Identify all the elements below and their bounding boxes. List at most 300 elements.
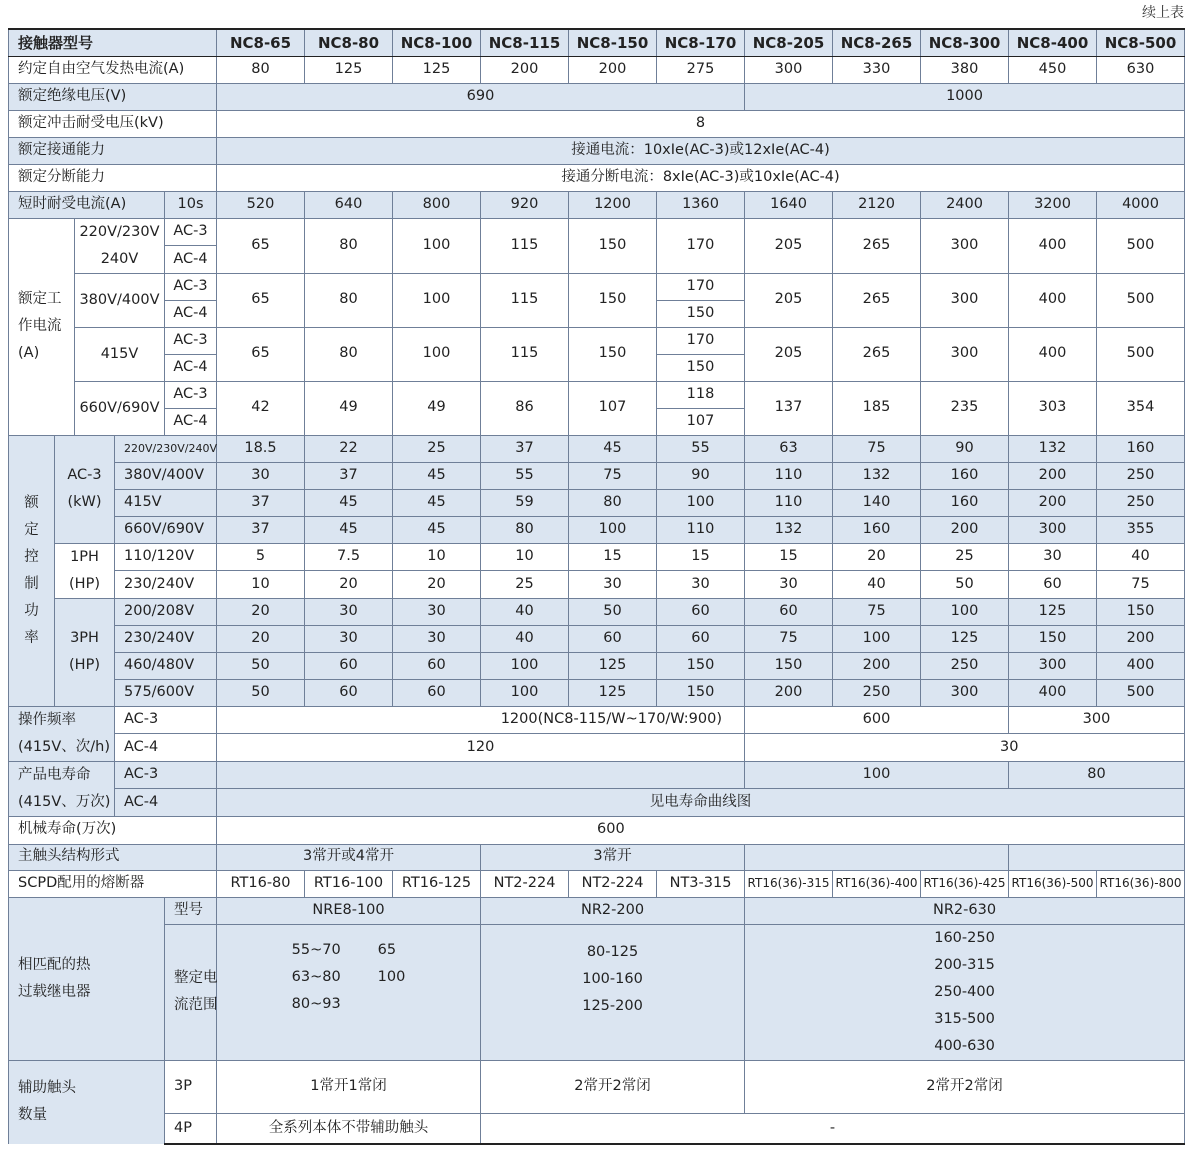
group-line: 3PH <box>70 630 99 646</box>
current-row-ac3 <box>9 218 1185 246</box>
value-cell: 265 <box>833 218 921 273</box>
range-value: 200-315 <box>934 956 995 973</box>
header-row <box>9 29 1185 56</box>
row-label: 额定冲击耐受电压(kV) <box>9 110 217 137</box>
value-cell: 140 <box>833 489 921 516</box>
value-cell: 63 <box>745 435 833 462</box>
row-label: 额定分断能力 <box>9 164 217 191</box>
value-cell: 125 <box>393 56 481 83</box>
value-cell: NT2-224 <box>481 870 569 897</box>
range-value: 63~80 <box>291 968 341 985</box>
value-cell: 2120 <box>833 191 921 218</box>
value-cell <box>217 761 745 789</box>
value-cell: RT16(36)-425 <box>921 870 1009 897</box>
breaking-row <box>9 164 1185 191</box>
current-label-line: 作电流 <box>18 318 62 334</box>
value-cell: 125 <box>569 679 657 706</box>
value-cell: 15 <box>569 543 657 571</box>
current-label-line: 额定工 <box>18 291 62 307</box>
value-cell: 150 <box>569 327 657 381</box>
value-cell: 300 <box>921 218 1009 273</box>
value-cell: RT16(36)-500 <box>1009 870 1097 897</box>
sub-label: 型号 <box>165 897 217 924</box>
value-cell: 49 <box>393 381 481 435</box>
value-cell: 132 <box>833 462 921 489</box>
value-cell: 50 <box>921 571 1009 599</box>
power-1ph-row <box>9 543 1185 571</box>
value-cell: 100 <box>393 218 481 273</box>
value-cell: 15 <box>745 543 833 571</box>
category-label: AC-4 <box>165 354 217 381</box>
value-cell: 3常开 <box>481 844 745 870</box>
sub-label <box>165 924 217 1060</box>
value-cell: 30 <box>1009 543 1097 571</box>
voltage-line: 240V <box>100 250 139 267</box>
value-cell: 55 <box>481 462 569 489</box>
value-cell: 10 <box>393 543 481 571</box>
value-cell: - <box>481 1113 1185 1144</box>
value-cell: 400 <box>1009 218 1097 273</box>
value-cell: 250 <box>833 679 921 706</box>
value-cell: 380 <box>921 56 1009 83</box>
aux-label <box>9 1060 165 1144</box>
value-cell: 120 <box>217 734 745 762</box>
value-cell: 10 <box>217 571 305 599</box>
value-cell: 20 <box>833 543 921 571</box>
voltage-line: 220V/230V <box>79 223 160 240</box>
value-cell: NRE8-100 <box>217 897 481 924</box>
value-cell: 30 <box>745 571 833 599</box>
sub-label: 4P <box>165 1113 217 1144</box>
value-cell: 60 <box>1009 571 1097 599</box>
value-cell: 60 <box>657 625 745 652</box>
voltage-label: 460/480V <box>115 652 217 679</box>
life-label <box>9 761 115 816</box>
value-cell: 2400 <box>921 191 1009 218</box>
group-line: (HP) <box>69 575 100 592</box>
value-cell: 170 <box>657 218 745 273</box>
value-cell: 500 <box>1097 273 1185 327</box>
value-cell: 100 <box>569 516 657 543</box>
voltage-label: 660V/690V <box>115 516 217 543</box>
value-cell: 1640 <box>745 191 833 218</box>
voltage-label: 575/600V <box>115 679 217 706</box>
power-1ph-row <box>9 571 1185 599</box>
range-value: 55~70 <box>291 941 341 958</box>
shorttime-row <box>9 191 1185 218</box>
group-line: (kW) <box>67 494 102 510</box>
range-value: 80~93 <box>291 995 341 1012</box>
value-cell: 150 <box>745 652 833 679</box>
value-cell: NT2-224 <box>569 870 657 897</box>
value-cell: 115 <box>481 273 569 327</box>
value-cell: 18.5 <box>217 435 305 462</box>
value-cell: 400 <box>1009 327 1097 381</box>
value-cell: 300 <box>1009 706 1185 734</box>
label-line: (415V、次/h) <box>18 738 110 755</box>
value-cell: 30 <box>217 462 305 489</box>
value-cell: 5 <box>217 543 305 571</box>
power-label-char: 额 <box>24 494 39 511</box>
power-ac3-row <box>9 489 1185 516</box>
value-cell: 300 <box>921 327 1009 381</box>
value-cell: 7.5 <box>305 543 393 571</box>
value-cell: 160 <box>921 489 1009 516</box>
value-cell: RT16(36)-400 <box>833 870 921 897</box>
value-cell: 160 <box>1097 435 1185 462</box>
value-cell: 250 <box>921 652 1009 679</box>
value-cell: 920 <box>481 191 569 218</box>
range-value: 80-125 <box>586 943 639 960</box>
value-cell: 200 <box>1009 462 1097 489</box>
value-cell: 400 <box>1009 679 1097 706</box>
value-cell: 60 <box>393 679 481 706</box>
value-cell: 80 <box>481 516 569 543</box>
label-line: 辅助触头 <box>18 1080 76 1097</box>
value-cell: 265 <box>833 327 921 381</box>
value-cell: 107 <box>657 408 745 435</box>
value-cell: 20 <box>393 571 481 599</box>
aux-3p-row <box>9 1060 1185 1113</box>
value-cell: 30 <box>393 625 481 652</box>
current-label-line: (A) <box>18 345 40 361</box>
group-line: (HP) <box>69 657 100 673</box>
value-cell: 30 <box>393 598 481 625</box>
value-cell: 125 <box>1009 598 1097 625</box>
power-3ph-row <box>9 652 1185 679</box>
category-label: AC-3 <box>165 273 217 300</box>
value-cell: 15 <box>657 543 745 571</box>
value-cell: 600 <box>745 706 1009 734</box>
value-cell: 205 <box>745 218 833 273</box>
value-cell: RT16(36)-315 <box>745 870 833 897</box>
value-cell: 20 <box>305 571 393 599</box>
value-cell: 600 <box>217 816 1185 844</box>
value-cell: 3200 <box>1009 191 1097 218</box>
power-label-char: 定 <box>24 521 39 538</box>
relay-range-row <box>9 924 1185 1060</box>
value-cell: 800 <box>393 191 481 218</box>
value-cell: 150 <box>1097 598 1185 625</box>
value-cell: 49 <box>305 381 393 435</box>
value-cell: 65 <box>217 273 305 327</box>
row-label: 机械寿命(万次) <box>9 816 217 844</box>
value-cell: 205 <box>745 273 833 327</box>
range-value: 250-400 <box>934 983 995 1000</box>
category-label: AC-3 <box>165 218 217 246</box>
value-cell: 150 <box>657 652 745 679</box>
label-line: 数量 <box>18 1107 47 1124</box>
value-cell: 60 <box>569 625 657 652</box>
voltage-label: 220V/230V/240V <box>115 435 217 462</box>
life-ac4-row <box>9 789 1185 817</box>
row-label: 额定绝缘电压(V) <box>9 83 217 110</box>
value-cell: 300 <box>921 273 1009 327</box>
category-label: AC-3 <box>115 761 217 789</box>
value-cell: 37 <box>217 516 305 543</box>
value-cell: 500 <box>1097 218 1185 273</box>
value-cell: 1000 <box>745 83 1185 110</box>
row-label: 约定自由空气发热电流(A) <box>9 56 217 83</box>
value-cell: 303 <box>1009 381 1097 435</box>
current-row-ac3 <box>9 327 1185 354</box>
value-cell: 65 <box>217 218 305 273</box>
label-line: (415V、万次) <box>18 793 111 810</box>
voltage-label <box>75 327 165 381</box>
structure-row <box>9 844 1185 870</box>
value-cell: 80 <box>305 273 393 327</box>
value-cell: 80 <box>305 218 393 273</box>
value-cell: 200 <box>481 56 569 83</box>
header-label: 接触器型号 <box>9 29 217 56</box>
value-cell: 65 <box>217 327 305 381</box>
value-cell: 137 <box>745 381 833 435</box>
value-cell: 40 <box>833 571 921 599</box>
value-cell: 45 <box>393 489 481 516</box>
value-cell: 1常开1常闭 <box>217 1060 481 1113</box>
range-value: 315-500 <box>934 1010 995 1027</box>
value-cell: 25 <box>393 435 481 462</box>
value-cell: 1200 <box>569 191 657 218</box>
power-label-char: 控 <box>24 548 39 565</box>
range-value: 160-250 <box>934 929 995 946</box>
voltage-line: 660V/690V <box>79 399 160 416</box>
value-cell: 400 <box>1097 652 1185 679</box>
value-cell: 150 <box>569 273 657 327</box>
voltage-line: 415V <box>100 345 139 362</box>
value-cell: 60 <box>745 598 833 625</box>
value-cell: 250 <box>1097 462 1185 489</box>
value-cell: 235 <box>921 381 1009 435</box>
value-cell: 30 <box>657 571 745 599</box>
voltage-label: 200/208V <box>115 598 217 625</box>
relay-label <box>9 897 165 1060</box>
group-line: AC-3 <box>67 467 102 483</box>
value-cell: 200 <box>1009 489 1097 516</box>
value-cell: 10 <box>481 543 569 571</box>
value-cell: 200 <box>745 679 833 706</box>
frequency-ac3-row <box>9 706 1185 734</box>
range-value: 100-160 <box>582 970 643 987</box>
value-cell: 100 <box>481 652 569 679</box>
row-label: 额定接通能力 <box>9 137 217 164</box>
value-cell: RT16(36)-800 <box>1097 870 1185 897</box>
model-header: NC8-80 <box>305 29 393 56</box>
value-cell: 45 <box>305 489 393 516</box>
ph3-label <box>55 598 115 706</box>
label-line: 过载继电器 <box>18 983 91 1000</box>
range-value: 65 <box>377 941 397 958</box>
value-cell: 8 <box>217 110 1185 137</box>
voltage-label: 110/120V <box>115 543 217 571</box>
value-cell: 100 <box>745 761 1009 789</box>
value-cell: 42 <box>217 381 305 435</box>
category-label: AC-3 <box>115 706 217 734</box>
power-3ph-row <box>9 679 1185 706</box>
value-cell: 59 <box>481 489 569 516</box>
label-line: 相匹配的热 <box>18 956 91 973</box>
mech-row <box>9 816 1185 844</box>
value-cell: 45 <box>393 516 481 543</box>
value-cell: NT3-315 <box>657 870 745 897</box>
value-cell: 80 <box>569 489 657 516</box>
voltage-line: 380V/400V <box>79 291 160 308</box>
value-cell: 50 <box>217 652 305 679</box>
range-value: 125-200 <box>582 997 643 1014</box>
value-cell: 接通电流：10xIe(AC-3)或12xIe(AC-4) <box>217 137 1185 164</box>
category-label: AC-3 <box>165 327 217 354</box>
range-value: 400-630 <box>934 1037 995 1054</box>
value-cell <box>745 844 1009 870</box>
voltage-label: 415V <box>115 489 217 516</box>
frequency-label <box>9 706 115 761</box>
value-cell: 86 <box>481 381 569 435</box>
value-cell: 全系列本体不带辅助触头 <box>217 1113 481 1144</box>
voltage-label <box>75 381 165 435</box>
model-header: NC8-170 <box>657 29 745 56</box>
value-cell: 90 <box>657 462 745 489</box>
model-header: NC8-500 <box>1097 29 1185 56</box>
value-cell: 118 <box>657 381 745 408</box>
value-cell: 185 <box>833 381 921 435</box>
value-cell: 45 <box>569 435 657 462</box>
value-cell: 40 <box>481 598 569 625</box>
value-cell: 75 <box>833 598 921 625</box>
current-row-ac3 <box>9 381 1185 408</box>
value-cell: 125 <box>921 625 1009 652</box>
range-cell <box>217 924 481 1060</box>
value-cell: 40 <box>1097 543 1185 571</box>
life-ac3-row <box>9 761 1185 789</box>
value-cell: 25 <box>481 571 569 599</box>
value-cell: 520 <box>217 191 305 218</box>
value-cell: 90 <box>921 435 1009 462</box>
value-cell: 75 <box>833 435 921 462</box>
value-cell: 80 <box>1009 761 1185 789</box>
voltage-label <box>75 273 165 327</box>
value-cell: 20 <box>217 598 305 625</box>
model-header: NC8-205 <box>745 29 833 56</box>
value-cell: 160 <box>921 462 1009 489</box>
sub-label: 10s <box>165 191 217 218</box>
value-cell: RT16-100 <box>305 870 393 897</box>
value-cell: 60 <box>305 679 393 706</box>
value-cell: 110 <box>745 489 833 516</box>
ac3-kw-label <box>55 435 115 543</box>
aux-4p-row <box>9 1113 1185 1144</box>
value-cell: 110 <box>745 462 833 489</box>
power-3ph-row <box>9 625 1185 652</box>
label-line: 操作频率 <box>18 711 76 728</box>
value-cell: 640 <box>305 191 393 218</box>
category-label: AC-4 <box>115 734 217 762</box>
model-header: NC8-115 <box>481 29 569 56</box>
value-cell: 30 <box>745 734 1185 762</box>
value-cell: 45 <box>393 462 481 489</box>
model-header: NC8-65 <box>217 29 305 56</box>
row-label: 短时耐受电流(A) <box>9 191 165 218</box>
value-cell: 37 <box>305 462 393 489</box>
value-cell: 690 <box>217 83 745 110</box>
value-cell: 40 <box>481 625 569 652</box>
value-cell: 150 <box>657 679 745 706</box>
value-cell: 100 <box>481 679 569 706</box>
value-cell: 354 <box>1097 381 1185 435</box>
thermal-row <box>9 56 1185 83</box>
power-ac3-row <box>9 435 1185 462</box>
value-cell: 1360 <box>657 191 745 218</box>
contactor-spec-table <box>8 28 1185 1145</box>
value-cell: 107 <box>569 381 657 435</box>
value-cell: 37 <box>217 489 305 516</box>
making-row <box>9 137 1185 164</box>
value-cell: 300 <box>921 679 1009 706</box>
insulation-row <box>9 83 1185 110</box>
value-cell: 150 <box>657 300 745 327</box>
current-label <box>9 218 75 435</box>
power-ac3-row <box>9 516 1185 543</box>
value-cell: 275 <box>657 56 745 83</box>
voltage-label <box>75 218 165 273</box>
impulse-row <box>9 110 1185 137</box>
value-cell: 160 <box>833 516 921 543</box>
category-label: AC-4 <box>165 300 217 327</box>
value-cell: 75 <box>1097 571 1185 599</box>
value-cell: NR2-630 <box>745 897 1185 924</box>
value-cell: RT16-80 <box>217 870 305 897</box>
value-cell: 300 <box>1009 516 1097 543</box>
value-cell: 80 <box>217 56 305 83</box>
value-cell: 50 <box>217 679 305 706</box>
value-cell: 3常开或4常开 <box>217 844 481 870</box>
frequency-ac4-row <box>9 734 1185 762</box>
value-cell: 200 <box>833 652 921 679</box>
voltage-label: 380V/400V <box>115 462 217 489</box>
row-label: SCPD配用的熔断器 <box>9 870 217 897</box>
power-label-char: 功 <box>24 602 39 619</box>
value-cell: 150 <box>657 354 745 381</box>
value-cell: 115 <box>481 218 569 273</box>
voltage-label: 230/240V <box>115 625 217 652</box>
category-label: AC-4 <box>165 408 217 435</box>
model-header: NC8-400 <box>1009 29 1097 56</box>
value-cell: 60 <box>305 652 393 679</box>
value-cell: 450 <box>1009 56 1097 83</box>
value-cell: 45 <box>305 516 393 543</box>
power-3ph-row <box>9 598 1185 625</box>
value-cell: 100 <box>393 327 481 381</box>
power-label <box>9 435 55 706</box>
value-cell: 30 <box>305 598 393 625</box>
value-cell: 200 <box>921 516 1009 543</box>
power-label-char: 制 <box>24 575 39 592</box>
value-cell: 2常开2常闭 <box>481 1060 745 1113</box>
value-cell: 55 <box>657 435 745 462</box>
relay-model-row <box>9 897 1185 924</box>
group-line: 1PH <box>70 548 99 565</box>
value-cell: 22 <box>305 435 393 462</box>
value-cell: 500 <box>1097 679 1185 706</box>
value-cell: 300 <box>745 56 833 83</box>
value-cell: 25 <box>921 543 1009 571</box>
range-cell <box>481 924 745 1060</box>
model-header: NC8-150 <box>569 29 657 56</box>
value-cell: 150 <box>569 218 657 273</box>
ph1-label <box>55 543 115 598</box>
value-cell: 30 <box>569 571 657 599</box>
value-cell: 400 <box>1009 273 1097 327</box>
voltage-label: 230/240V <box>115 571 217 599</box>
